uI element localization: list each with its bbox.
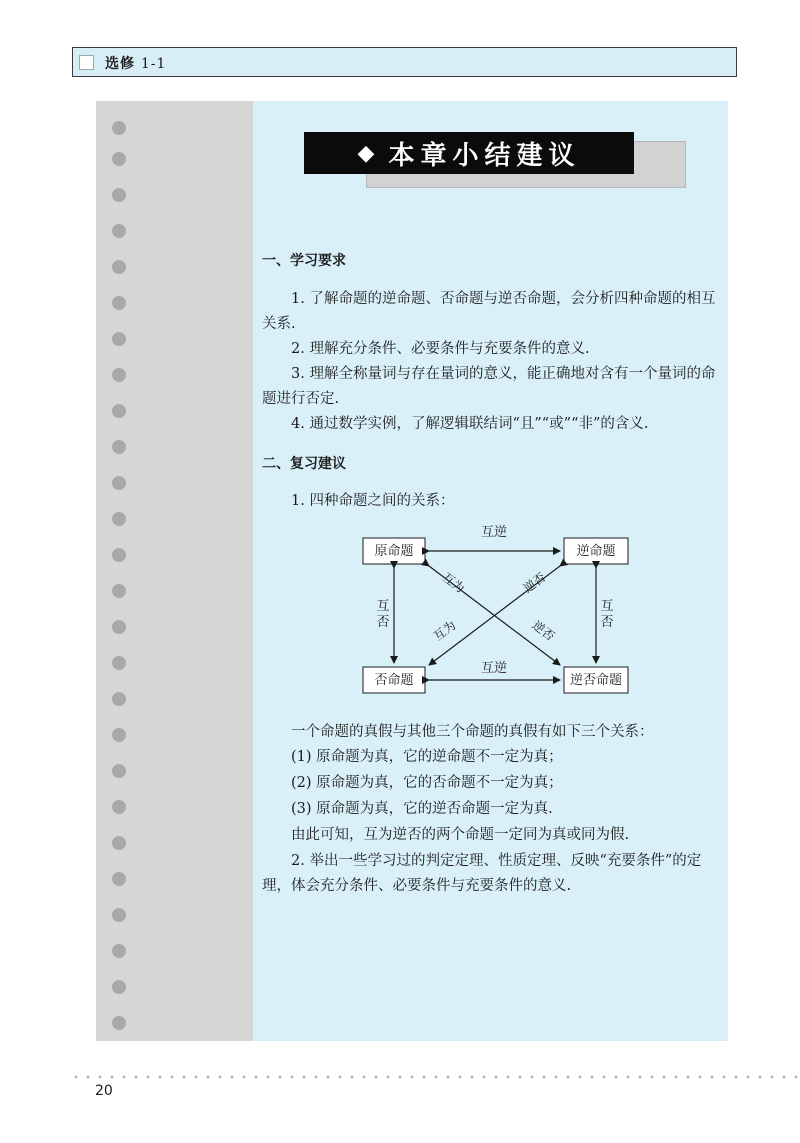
relation-2: (2) 原命题为真，它的否命题不一定为真； (291, 775, 563, 791)
chapter-title-text: 本章小结建议 (388, 140, 581, 171)
section2-heading: 二、复习建议 (262, 456, 346, 472)
relations-intro: 一个命题的真假与其他三个命题的真假有如下三个关系： (291, 724, 654, 740)
box-inverse-label: 否命题 (374, 673, 414, 688)
binder-hole (112, 764, 126, 778)
section2-item-2: 2. 举出一些学习过的判定定理、性质定理、反映“充要条件”的定理，体会充分条件、必要条件与充要条件的意义. (262, 853, 702, 894)
binder-hole (112, 1016, 126, 1030)
header-bar (72, 47, 737, 77)
conclusion: 由此可知，互为逆否的两个命题一定同为真或同为假. (291, 827, 630, 843)
binder-hole (112, 260, 126, 274)
binder-hole (112, 800, 126, 814)
chapter-title (304, 132, 634, 174)
label-diag-a: 互为 (439, 569, 468, 596)
relation-3: (3) 原命题为真，它的逆否命题一定为真. (291, 801, 553, 817)
book-number: 1-1 (140, 56, 167, 72)
book-label-text: 选修 (105, 56, 135, 72)
label-right-2: 否 (600, 615, 614, 630)
section1-item-4: 4. 通过数学实例，了解逻辑联结词“且”“或”“非”的含义. (291, 416, 649, 432)
binder-hole (112, 224, 126, 238)
box-converse-label: 逆命题 (576, 544, 616, 559)
footer-dotted-line (70, 1075, 800, 1079)
binder-hole (112, 121, 126, 135)
section1-item-3: 3. 理解全称量词与存在量词的意义，能正确地对含有一个量词的命题进行否定. (262, 366, 716, 407)
binder-hole (112, 584, 126, 598)
binder-hole (112, 440, 126, 454)
label-diag-d: 逆否 (529, 617, 558, 644)
box-original-label: 原命题 (374, 544, 414, 559)
diamond-icon: ◆ (357, 140, 375, 166)
section1-item-2: 2. 理解充分条件、必要条件与充要条件的意义. (291, 341, 590, 357)
relation-1: (1) 原命题为真，它的逆命题不一定为真； (291, 749, 563, 765)
section2-item-1: 1. 四种命题之间的关系： (291, 493, 455, 509)
label-left-1: 互 (376, 599, 390, 614)
header-square-icon (79, 55, 94, 70)
section1-heading: 一、学习要求 (262, 253, 346, 269)
box-contrapositive-label: 逆否命题 (569, 673, 623, 688)
binder-hole (112, 980, 126, 994)
binder-hole (112, 728, 126, 742)
label-diag-c: 互为 (430, 617, 459, 644)
content-panel (253, 101, 728, 1041)
binder-hole (112, 476, 126, 490)
book-label (105, 53, 166, 73)
binder-hole (112, 296, 126, 310)
binder-hole (112, 152, 126, 166)
binder-strip (96, 101, 253, 1041)
label-left-2: 否 (376, 615, 390, 630)
binder-hole (112, 944, 126, 958)
binder-hole (112, 620, 126, 634)
binder-hole (112, 404, 126, 418)
section1-item-1: 1. 了解命题的逆命题、否命题与逆否命题，会分析四种命题的相互关系. (262, 291, 716, 332)
proposition-diagram (351, 516, 641, 701)
binder-hole (112, 836, 126, 850)
binder-hole (112, 692, 126, 706)
label-diag-b: 逆否 (520, 569, 549, 596)
binder-hole (112, 188, 126, 202)
binder-hole (112, 908, 126, 922)
binder-hole (112, 332, 126, 346)
label-top: 互逆 (480, 525, 508, 540)
label-bottom: 互逆 (480, 661, 508, 676)
binder-hole (112, 512, 126, 526)
binder-hole (112, 548, 126, 562)
page-number: 20 (95, 1083, 113, 1099)
binder-hole (112, 656, 126, 670)
binder-hole (112, 872, 126, 886)
label-right-1: 互 (600, 599, 614, 614)
binder-hole (112, 368, 126, 382)
